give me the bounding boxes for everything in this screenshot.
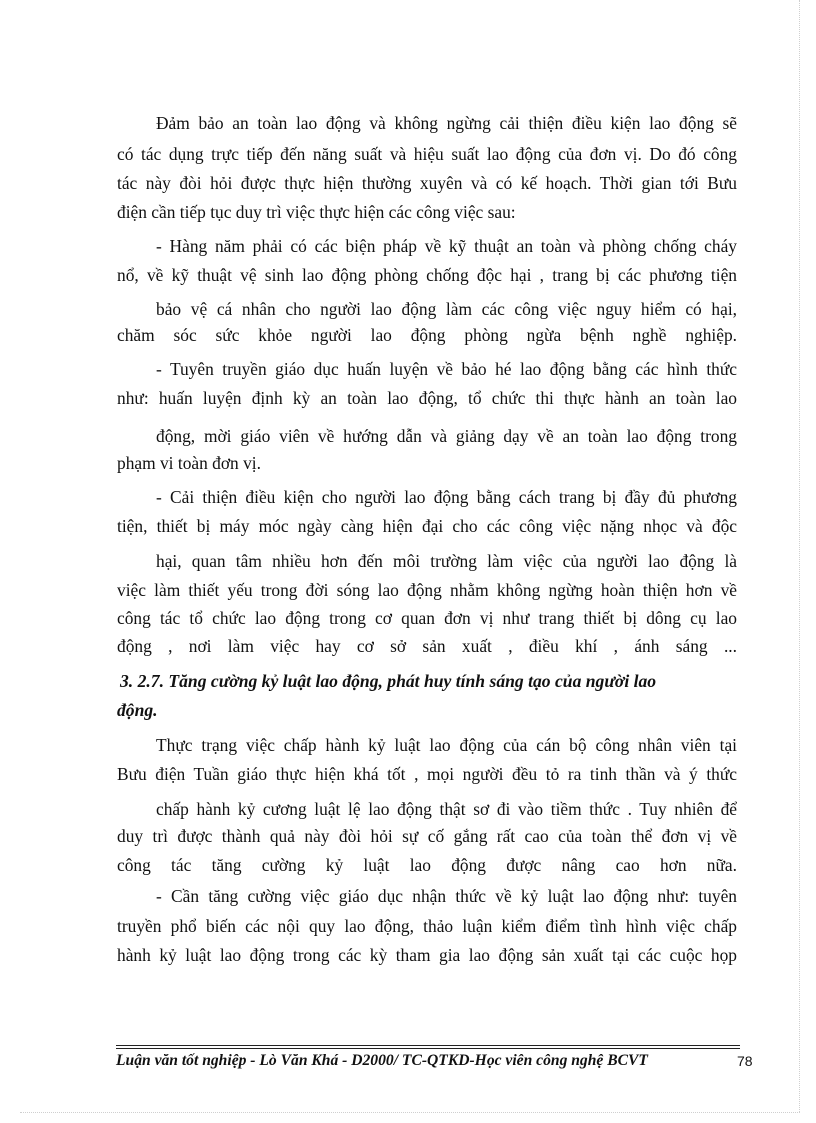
paragraph-2-line-3: bảo vệ cá nhân cho người lao động làm các công việc nguy hiểm có hại,	[156, 299, 737, 319]
paragraph-1-line-2: có tác dụng trực tiếp đến năng suất và hiệu suất lao động của đơn vị. Do đó công	[117, 144, 737, 164]
section-heading-line-1: 3. 2.7. Tăng cường kỷ luật lao động, phát huy tính sáng tạo của người lao	[120, 671, 657, 691]
paragraph-3-line-4: phạm vi toàn đơn vị.	[117, 453, 261, 473]
footer-rule-bottom	[116, 1048, 740, 1049]
paragraph-6-line-2: truyền phổ biến các nội quy lao động, thảo luận kiểm điểm tình hình việc chấp	[117, 916, 737, 936]
paragraph-4-line-1: - Cải thiện điều kiện cho người lao động bằng cách trang bị đầy đủ phương	[156, 487, 737, 507]
footer-text: Luận văn tốt nghiệp - Lò Văn Khá - D2000/ TC-QTKD-Học viên công nghệ BCVT	[116, 1052, 648, 1069]
paragraph-5-line-2: Bưu điện Tuần giáo thực hiện khá tốt , mọi người đều tỏ ra tinh thần và ý thức	[117, 764, 737, 784]
paragraph-1-line-4: điện cần tiếp tục duy trì việc thực hiện các công việc sau:	[117, 202, 516, 222]
paragraph-2-line-2: nổ, về kỹ thuật vệ sinh lao động phòng chống độc hại , trang bị các phương tiện	[117, 265, 737, 285]
paragraph-4-line-5: công tác tổ chức lao động trong cơ quan đơn vị như trang thiết bị dông cụ lao	[117, 608, 737, 628]
paragraph-3-line-1: - Tuyên truyền giáo dục huấn luyện về bảo hé lao động bằng các hình thức	[156, 359, 737, 379]
section-heading-line-2: động.	[117, 700, 158, 720]
paragraph-4-line-3: hại, quan tâm nhiều hơn đến môi trường làm việc của người lao động là	[156, 551, 737, 571]
paragraph-5-line-4: duy trì được thành quả này đòi hỏi sự cố gắng rất cao của toàn thể đơn vị về	[117, 826, 737, 846]
page-number: 78	[737, 1053, 753, 1069]
paragraph-1-line-3: tác này đòi hỏi được thực hiện thường xuyên và có kế hoạch. Thời gian tới Bưu	[117, 173, 737, 193]
footer-rule-top	[116, 1045, 740, 1046]
paragraph-4-line-6: động , nơi làm việc hay cơ sở sản xuất , điều khí , ánh sáng ...	[117, 636, 737, 656]
paragraph-4-line-2: tiện, thiết bị máy móc ngày càng hiện đại cho các công việc nặng nhọc và độc	[117, 516, 737, 536]
paragraph-3-line-3: động, mời giáo viên về hướng dẫn và giảng dạy về an toàn lao động trong	[156, 426, 737, 446]
paragraph-6-line-1: - Cần tăng cường việc giáo dục nhận thức về kỷ luật lao động như: tuyên	[156, 886, 737, 906]
paragraph-1-line-1: Đảm bảo an toàn lao động và không ngừng cải thiện điều kiện lao động sẽ	[156, 113, 737, 133]
paragraph-5-line-1: Thực trạng việc chấp hành kỷ luật lao động của cán bộ công nhân viên tại	[156, 735, 737, 755]
paragraph-6-line-3: hành kỷ luật lao động trong các kỳ tham gia lao động sản xuất tại các cuộc họp	[117, 945, 737, 965]
page-border-right	[799, 0, 800, 1112]
paragraph-2-line-4: chăm sóc sức khỏe người lao động phòng ngừa bệnh nghề nghiệp.	[117, 325, 737, 345]
page-border-bottom	[20, 1112, 800, 1113]
paragraph-2-line-1: - Hàng năm phải có các biện pháp về kỹ thuật an toàn và phòng chống cháy	[156, 236, 737, 256]
paragraph-5-line-5: công tác tăng cường kỷ luật lao động được nâng cao hơn nữa.	[117, 855, 737, 875]
paragraph-4-line-4: việc làm thiết yếu trong đời sóng lao động nhằm không ngừng hoàn thiện hơn về	[117, 580, 737, 600]
paragraph-5-line-3: chấp hành kỷ cương luật lệ lao động thật sơ đi vào tiềm thức . Tuy nhiên để	[156, 799, 737, 819]
paragraph-3-line-2: như: huấn luyện định kỳ an toàn lao động, tổ chức thi thực hành an toàn lao	[117, 388, 737, 408]
